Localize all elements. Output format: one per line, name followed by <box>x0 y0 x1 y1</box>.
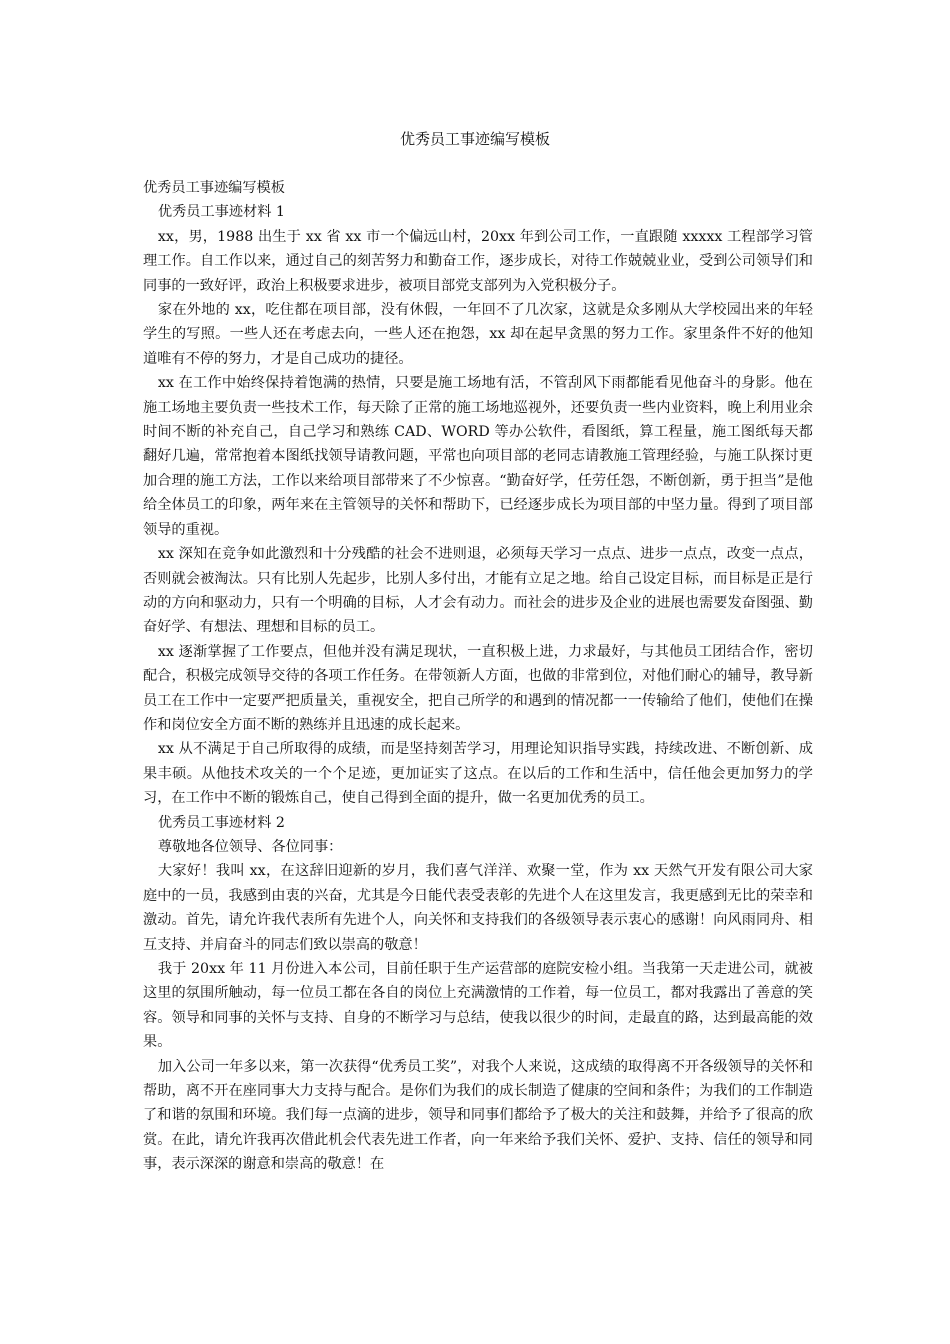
body-paragraph: 加入公司一年多以来，第一次获得“优秀员工奖”，对我个人来说，这成绩的取得离不开各级领导的关怀和帮助，离不开在座同事大力支持与配合。是你们为我们的成长制造了健康的空间和条件；为我们的工作制造了和谐的氛围和环境。我们每一点滴的进步，领导和同事们都给予了极大的关注和鼓舞，并给予了很高的欣赏。在此，请允许我再次借此机会代表先进工作者，向一年来给予我们关怀、爱护、支持、信任的领导和同事，表示深深的谢意和崇高的敬意！在 <box>143 1058 813 1173</box>
body-paragraph: xx 从不满足于自己所取得的成绩，而是坚持刻苦学习，用理论知识指导实践，持续改进、不断创新、成果丰硕。从他技术攻关的一个个足迹，更加证实了这点。在以后的工作和生活中，信任他会更加努力的学习，在工作中不断的锻炼自己，使自己得到全面的提升，做一名更加优秀的员工。 <box>143 741 813 807</box>
subsection-heading: 优秀员工事迹材料 2 <box>157 814 285 831</box>
document-body <box>143 176 813 1177</box>
body-paragraph: xx，男，1988 出生于 xx 省 xx 市一个偏远山村，20xx 年到公司工作，一直跟随 xxxxx 工程部学习管理工作。自工作以来，通过自己的刻苦努力和勤奋工作，逐步成长，对待工作兢兢业业，受到公司领导们和同事的一致好评，政治上积极要求进步，被项目部党支部列为入党积极分子。 <box>143 228 813 294</box>
section-heading: 优秀员工事迹编写模板 <box>143 180 285 196</box>
body-paragraph: xx 逐渐掌握了工作要点，但他并没有满足现状，一直积极上进，力求最好，与其他员工团结合作，密切配合，积极完成领导交待的各项工作任务。在带领新人方面，也做的非常到位，对他们耐心的辅导，教导新员工在工作中一定要严把质量关，重视安全，把自己所学的和遇到的情况都一一传输给了他们，使他们在操作和岗位安全方面不断的熟练并且迅速的成长起来。 <box>143 643 813 733</box>
document-title: 优秀员工事迹编写模板 <box>399 130 550 148</box>
salutation: 尊敬地各位领导、各位同事： <box>157 838 343 855</box>
body-paragraph: xx 在工作中始终保持着饱满的热情，只要是施工场地有活，不管刮风下雨都能看见他奋斗的身影。他在施工场地主要负责一些技术工作，每天除了正常的施工场地巡视外，还要负责一些内业资料，晚上利用业余时间不断的补充自己，自己学习和熟练 CAD、WORD 等办公软件，看图纸，算工程量，施工图纸每天都翻好几遍，常常抱着本图纸找领导请教问题，平常也向项目部的老同志请教施工管理经验，与施工队探讨更加合理的施工方法，工作以来给项目部带来了不少惊喜。“勤奋好学，任劳任怨，不断创新，勇于担当”是他给全体员工的印象，两年来在主管领导的关怀和帮助下，已经逐步成长为项目部的中坚力量。得到了项目部领导的重视。 <box>143 375 813 538</box>
body-paragraph: 大家好！我叫 xx，在这辞旧迎新的岁月，我们喜气洋洋、欢聚一堂，作为 xx 天然气开发有限公司大家庭中的一员，我感到由衷的兴奋，尤其是今日能代表受表彰的先进个人在这里发言，我更感到无比的荣幸和激动。首先，请允许我代表所有先进个人，向关怀和支持我们的各级领导表示衷心的感谢！向风雨同舟、相互支持、并肩奋斗的同志们致以崇高的敬意！ <box>143 863 813 953</box>
body-paragraph: 我于 20xx 年 11 月份进入本公司，目前任职于生产运营部的庭院安检小组。当我第一天走进公司，就被这里的氛围所触动，每一位员工都在各自的岗位上充满激情的工作着，每一位员工，都对我露出了善意的笑容。领导和同事的关怀与支持、自身的不断学习与总结，使我以很少的时间，走最直的路，达到最高能的效果。 <box>143 961 813 1051</box>
body-paragraph: xx 深知在竞争如此激烈和十分残酷的社会不进则退，必须每天学习一点点、进步一点点，改变一点点，否则就会被淘汰。只有比别人先起步，比别人多付出，才能有立足之地。给自己设定目标，而目标是正是行动的方向和驱动力，只有一个明确的目标，人才会有动力。而社会的进步及企业的进展也需要发奋图强、勤奋好学、有想法、理想和目标的员工。 <box>143 546 813 636</box>
subsection-heading: 优秀员工事迹材料 1 <box>157 204 285 221</box>
body-paragraph: 家在外地的 xx，吃住都在项目部，没有休假，一年回不了几次家，这就是众多刚从大学校园出来的年轻学生的写照。一些人还在考虑去向，一些人还在抱怨，xx 却在起早贪黑的努力工作。家里条件不好的他知道唯有不停的努力，才是自己成功的捷径。 <box>143 302 813 367</box>
